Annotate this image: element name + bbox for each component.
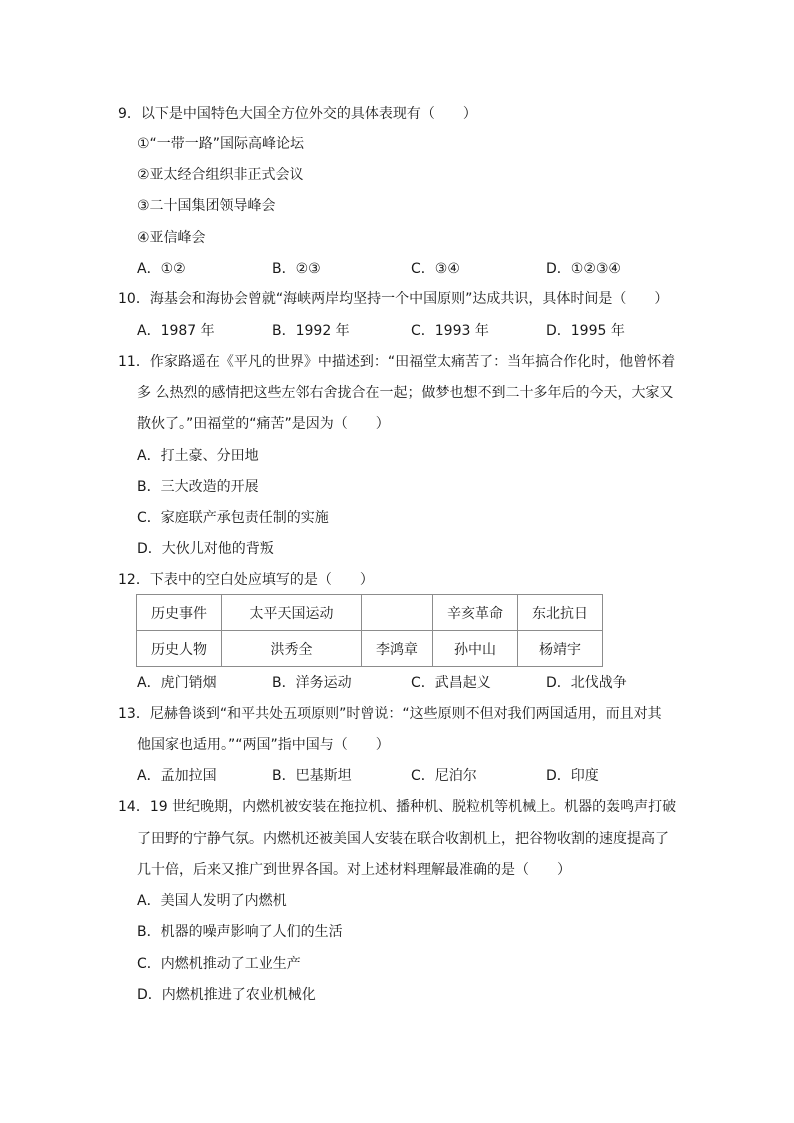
table-cell: 杨靖宇	[518, 631, 603, 667]
table-cell: 历史事件	[137, 595, 222, 631]
q12-option-c: C．武昌起义	[411, 675, 491, 691]
q10-stem: 10．海基会和海协会曾就“海峡两岸均坚持一个中国原则”达成共识，具体时间是（ ）	[118, 291, 669, 307]
table-cell: 东北抗日	[518, 595, 603, 631]
q14-stem-line-1: 14．19 世纪晚期，内燃机被安装在拖拉机、播种机、脱粒机等机械上。机器的轰鸣声打破	[118, 799, 677, 815]
q9-item-2: ②亚太经合组织非正式会议	[137, 167, 304, 183]
q14-option-d: D．内燃机推进了农业机械化	[137, 987, 316, 1003]
q14-option-b: B．机器的噪声影响了人们的生活	[137, 924, 343, 940]
table-cell: 辛亥革命	[433, 595, 518, 631]
q11-stem-line-3: 散伙了。”田福堂的“痛苦”是因为（ ）	[137, 416, 390, 432]
q13-option-d: D．印度	[546, 768, 599, 784]
q11-stem-line-2: 多 么热烈的感情把这些左邻右舍拢合在一起；做梦也想不到二十多年后的今天，大家又	[137, 385, 674, 401]
q14-stem-line-3: 几十倍，后来又推广到世界各国。对上述材料理解最准确的是（ ）	[137, 862, 571, 878]
q14-stem-line-2: 了田野的宁静气氛。内燃机还被美国人安装在联合收割机上，把谷物收割的速度提高了	[137, 831, 669, 847]
table-cell-blank	[362, 595, 433, 631]
q9-item-4: ④亚信峰会	[137, 230, 206, 246]
table-cell: 洪秀全	[222, 631, 362, 667]
table-cell: 历史人物	[137, 631, 222, 667]
q11-option-c: C．家庭联产承包责任制的实施	[137, 510, 329, 526]
q11-option-d: D．大伙儿对他的背叛	[137, 541, 274, 557]
q12-option-a: A．虎门销烟	[137, 675, 217, 691]
table-row-events	[137, 595, 603, 631]
q14-option-c: C．内燃机推动了工业生产	[137, 956, 301, 972]
q9-stem: 9．以下是中国特色大国全方位外交的具体表现有（ ）	[118, 106, 477, 122]
q13-option-b: B．巴基斯坦	[272, 768, 352, 784]
table-cell: 孙中山	[433, 631, 518, 667]
q9-option-d: D．①②③④	[546, 261, 621, 277]
q10-option-b: B．1992 年	[272, 323, 350, 339]
q9-option-a: A．①②	[137, 261, 186, 277]
q9-item-3: ③二十国集团领导峰会	[137, 198, 276, 214]
q12-option-d: D．北伐战争	[546, 675, 627, 691]
q13-stem-line-1: 13．尼赫鲁谈到“和平共处五项原则”时曾说：“这些原则不但对我们两国适用，而且对其	[118, 706, 662, 722]
q13-option-a: A．孟加拉国	[137, 768, 217, 784]
q13-option-c: C．尼泊尔	[411, 768, 477, 784]
q9-option-c: C．③④	[411, 261, 460, 277]
q11-option-b: B．三大改造的开展	[137, 479, 259, 495]
q12-stem: 12．下表中的空白处应填写的是（ ）	[118, 572, 374, 588]
q10-option-a: A．1987 年	[137, 323, 215, 339]
table-cell: 太平天国运动	[222, 595, 362, 631]
q9-item-1: ①“一带一路”国际高峰论坛	[137, 136, 305, 152]
q10-option-d: D．1995 年	[546, 323, 625, 339]
table-row-figures	[137, 631, 603, 667]
q12-option-b: B．洋务运动	[272, 675, 352, 691]
q11-stem-line-1: 11．作家路遥在《平凡的世界》中描述到：“田福堂太痛苦了：当年搞合作化时，他曾怀着	[118, 354, 676, 370]
q13-stem-line-2: 他国家也适用。”“两国”指中国与（ ）	[137, 737, 390, 753]
q11-option-a: A．打土豪、分田地	[137, 448, 259, 464]
q10-option-c: C．1993 年	[411, 323, 489, 339]
table-cell: 李鸿章	[362, 631, 433, 667]
q14-option-a: A．美国人发明了内燃机	[137, 893, 287, 909]
history-table	[136, 594, 603, 667]
q9-option-b: B．②③	[272, 261, 321, 277]
